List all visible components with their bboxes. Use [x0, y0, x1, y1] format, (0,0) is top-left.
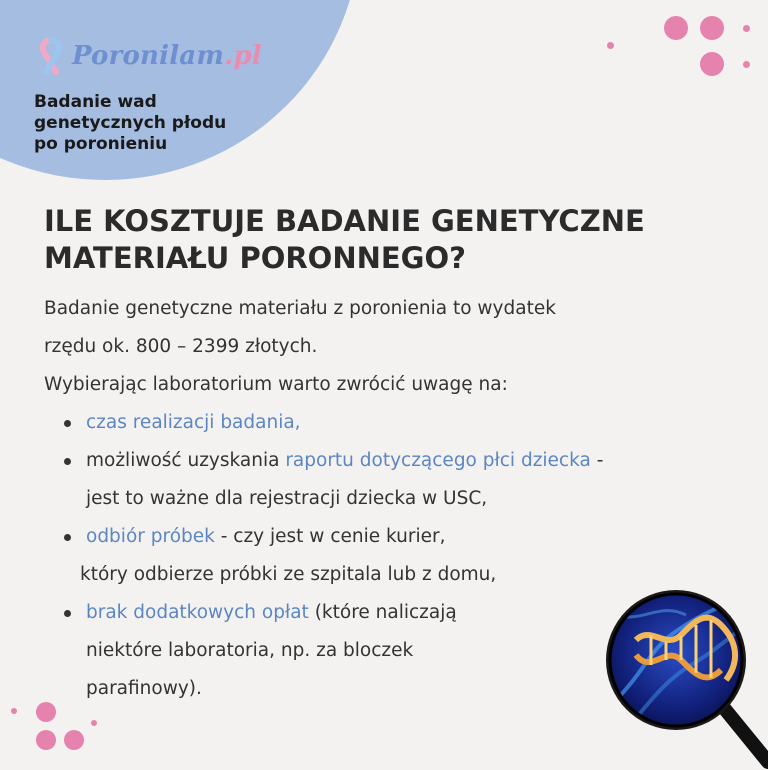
intro-line: rzędu ok. 800 – 2399 złotych.	[44, 336, 318, 357]
list-item	[44, 404, 744, 442]
highlight-link[interactable]: odbiór próbek	[86, 526, 215, 547]
heading-line: ILE KOSZTUJE BADANIE GENETYCZNE	[44, 204, 645, 238]
lead-text: Wybierając laboratorium warto zwrócić uwagę na:	[44, 374, 508, 395]
intro-line: Badanie genetyczne materiału z poronienia to wydatek	[44, 298, 556, 319]
bullet-icon	[64, 420, 71, 427]
item-text: jest to ważne dla rejestracji dziecka w USC,	[86, 488, 488, 509]
item-text: (które naliczają	[308, 602, 457, 623]
highlight-link[interactable]: raportu dotyczącego płci dziecka	[285, 450, 591, 471]
decor-dot	[36, 730, 56, 750]
subtitle-line: Badanie wad	[34, 92, 157, 112]
decor-dot	[607, 42, 614, 49]
item-text: który odbierze próbki ze szpitala lub z domu,	[80, 564, 497, 585]
item-text: parafinowy).	[86, 678, 202, 699]
decor-dot	[664, 16, 688, 40]
logo-main: Poronilam	[72, 41, 225, 71]
subtitle-line: genetycznych płodu	[34, 113, 227, 133]
item-text: -	[590, 450, 604, 471]
list-item	[44, 442, 744, 518]
decor-dot	[743, 25, 750, 32]
main-heading	[44, 203, 744, 277]
item-text: - czy jest w cenie kurier,	[214, 526, 446, 547]
decor-dot	[700, 52, 724, 76]
item-text: możliwość uzyskania	[86, 450, 286, 471]
item-text: niektóre laboratoria, np. za bloczek	[86, 640, 414, 661]
logo-text	[72, 41, 262, 71]
subtitle	[34, 92, 244, 155]
magnifier-dna-icon	[596, 580, 768, 770]
awareness-ribbon-icon	[34, 36, 68, 76]
highlight-link[interactable]: brak dodatkowych opłat	[86, 602, 309, 623]
subtitle-line: po poronieniu	[34, 134, 168, 154]
logo-tld: .pl	[224, 41, 262, 71]
bullet-icon	[64, 534, 71, 541]
decor-dot	[11, 708, 17, 714]
heading-line: MATERIAŁU PORONNEGO?	[44, 241, 466, 275]
bullet-icon	[64, 610, 71, 617]
decor-dot	[700, 16, 724, 40]
brand-logo[interactable]	[34, 36, 262, 76]
decor-dot	[743, 61, 750, 68]
decor-dot	[91, 720, 97, 726]
highlight-link[interactable]: czas realizacji badania,	[86, 412, 301, 433]
bullet-icon	[64, 458, 71, 465]
decor-dot	[64, 730, 84, 750]
